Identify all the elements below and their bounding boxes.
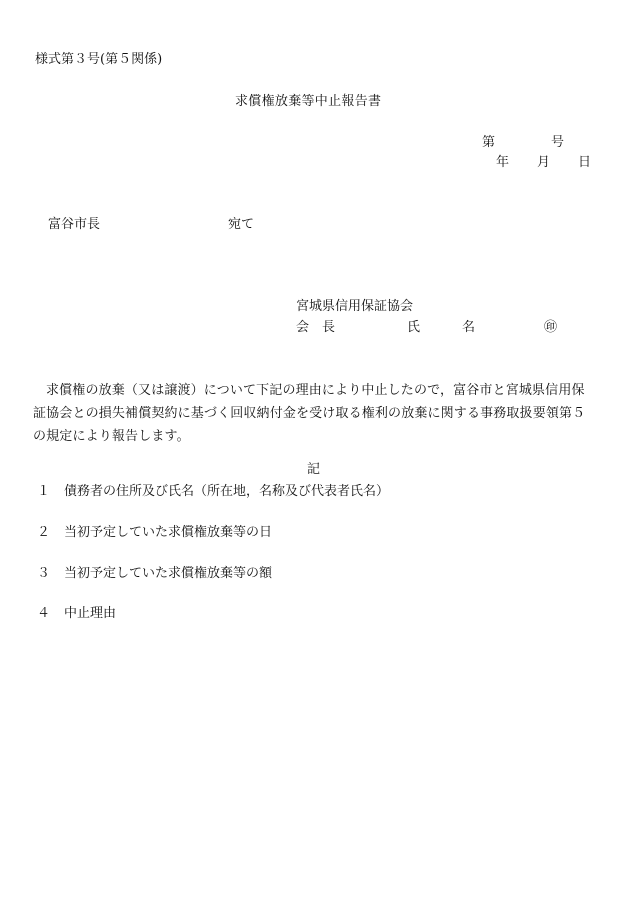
sender-name-label-2: 名	[462, 320, 476, 335]
doc-number-prefix: 第	[482, 135, 496, 150]
list-item	[37, 525, 537, 541]
sender-role: 会 長	[296, 320, 336, 335]
date-month: 月	[537, 155, 551, 170]
item-text: 当初予定していた求償権放棄等の日	[64, 525, 273, 540]
date-year: 年	[496, 155, 510, 170]
ki-heading: 記	[307, 462, 321, 477]
seal-mark: ㊞	[544, 320, 558, 335]
item-number: ２	[37, 525, 51, 540]
body-paragraph: 求償権の放棄（又は譲渡）について下記の理由により中止したので，富谷市と宮城県信用保証協会との損失補償契約に基づく回収納付金を受け取る権利の放棄に関する事務取扱要領第５の規定により報告します。	[33, 383, 586, 444]
item-text: 債務者の住所及び氏名（所在地，名称及び代表者氏名）	[64, 484, 390, 499]
date-day: 日	[578, 155, 592, 170]
sender-organization: 宮城県信用保証協会	[296, 299, 414, 314]
addressee-name: 富谷市長	[48, 217, 101, 232]
form-number: 様式第３号(第５関係)	[35, 52, 163, 67]
item-number: ３	[37, 566, 51, 581]
list-item	[37, 566, 537, 582]
list-item	[37, 484, 537, 500]
item-text: 当初予定していた求償権放棄等の額	[64, 566, 273, 581]
item-number: １	[37, 484, 51, 499]
item-number: ４	[37, 606, 51, 621]
item-text: 中止理由	[64, 606, 117, 621]
document-title: 求償権放棄等中止報告書	[235, 94, 382, 109]
sender-name-label-1: 氏	[407, 320, 421, 335]
doc-number-suffix: 号	[551, 135, 565, 150]
addressee-honorific: 宛て	[228, 217, 255, 232]
list-item	[37, 606, 537, 622]
